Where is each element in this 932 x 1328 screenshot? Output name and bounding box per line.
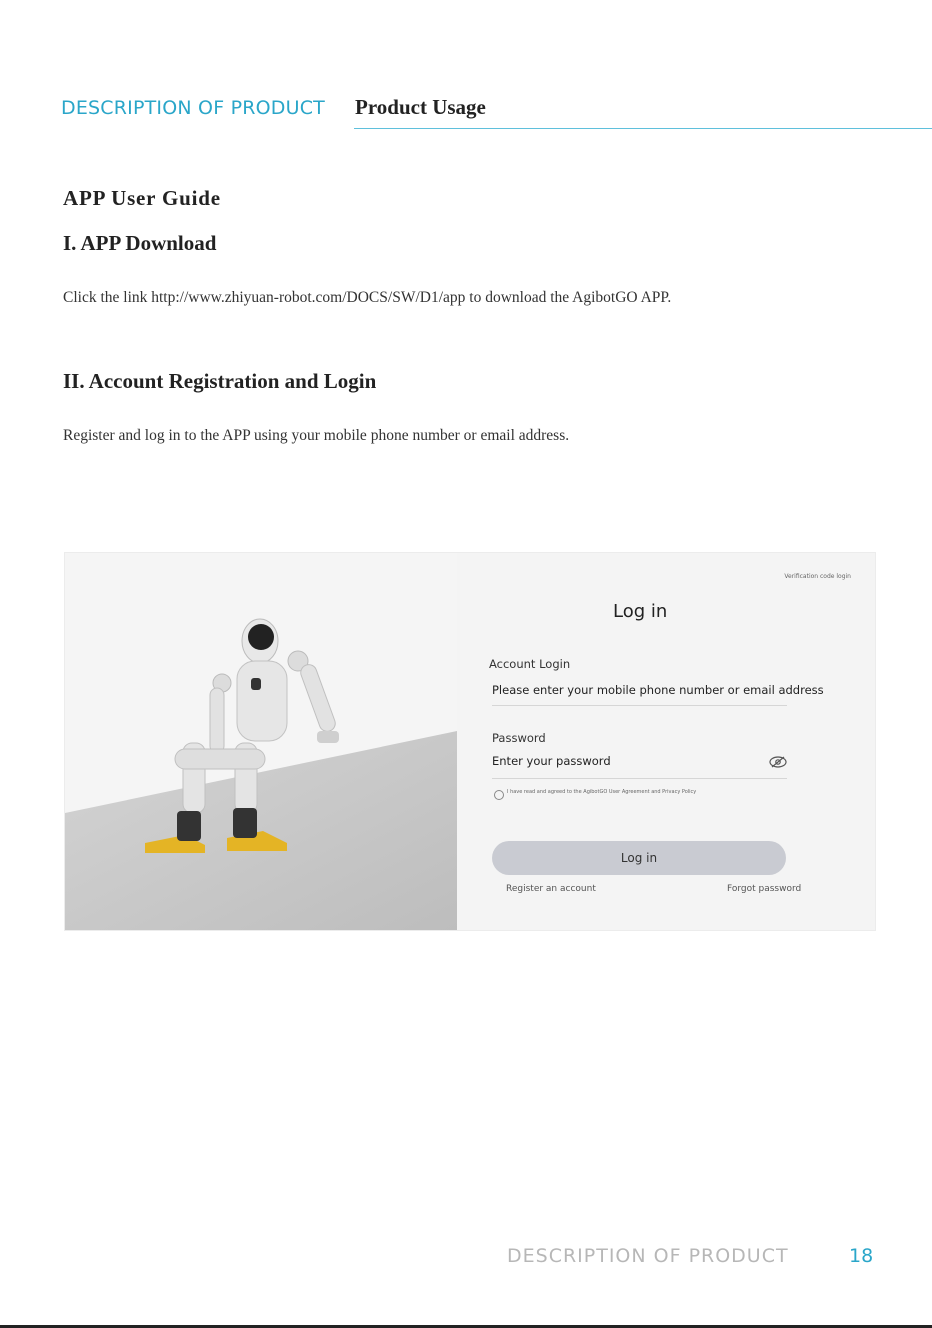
login-title: Log in bbox=[613, 601, 668, 622]
forgot-password-link[interactable]: Forgot password bbox=[727, 884, 802, 894]
password-input[interactable]: Enter your password bbox=[492, 754, 611, 768]
guide-title: APP User Guide bbox=[63, 186, 221, 210]
login-button[interactable]: Log in bbox=[492, 841, 786, 875]
header-title: Product Usage bbox=[355, 95, 486, 119]
eye-hidden-icon[interactable] bbox=[769, 756, 787, 768]
password-input-underline bbox=[492, 778, 787, 779]
header-rule bbox=[354, 128, 932, 129]
account-login-label: Account Login bbox=[489, 657, 571, 671]
page-number: 18 bbox=[849, 1245, 874, 1267]
section-2-title: II. Account Registration and Login bbox=[63, 369, 377, 393]
section-2-text: Register and log in to the APP using your mobile phone number or email address. bbox=[63, 427, 570, 444]
header-section-label: DESCRIPTION OF PRODUCT bbox=[61, 97, 325, 119]
robot-illustration bbox=[65, 553, 457, 930]
agreement-checkbox[interactable] bbox=[494, 790, 504, 800]
footer-section-label: DESCRIPTION OF PRODUCT bbox=[507, 1245, 789, 1267]
section-1-text: Click the link http://www.zhiyuan-robot.com/DOCS/SW/D1/app to download the AgibotGO APP. bbox=[63, 289, 672, 306]
register-account-link[interactable]: Register an account bbox=[506, 884, 596, 894]
account-input[interactable]: Please enter your mobile phone number or email address bbox=[492, 683, 824, 697]
section-1-title: I. APP Download bbox=[63, 231, 217, 255]
login-form bbox=[485, 553, 875, 930]
account-input-underline bbox=[492, 705, 787, 706]
app-login-screenshot bbox=[64, 552, 876, 931]
agreement-text: I have read and agreed to the AgibotGO User Agreement and Privacy Policy bbox=[507, 789, 697, 795]
password-label: Password bbox=[492, 731, 546, 745]
verification-code-login-link[interactable]: Verification code login bbox=[784, 573, 851, 580]
